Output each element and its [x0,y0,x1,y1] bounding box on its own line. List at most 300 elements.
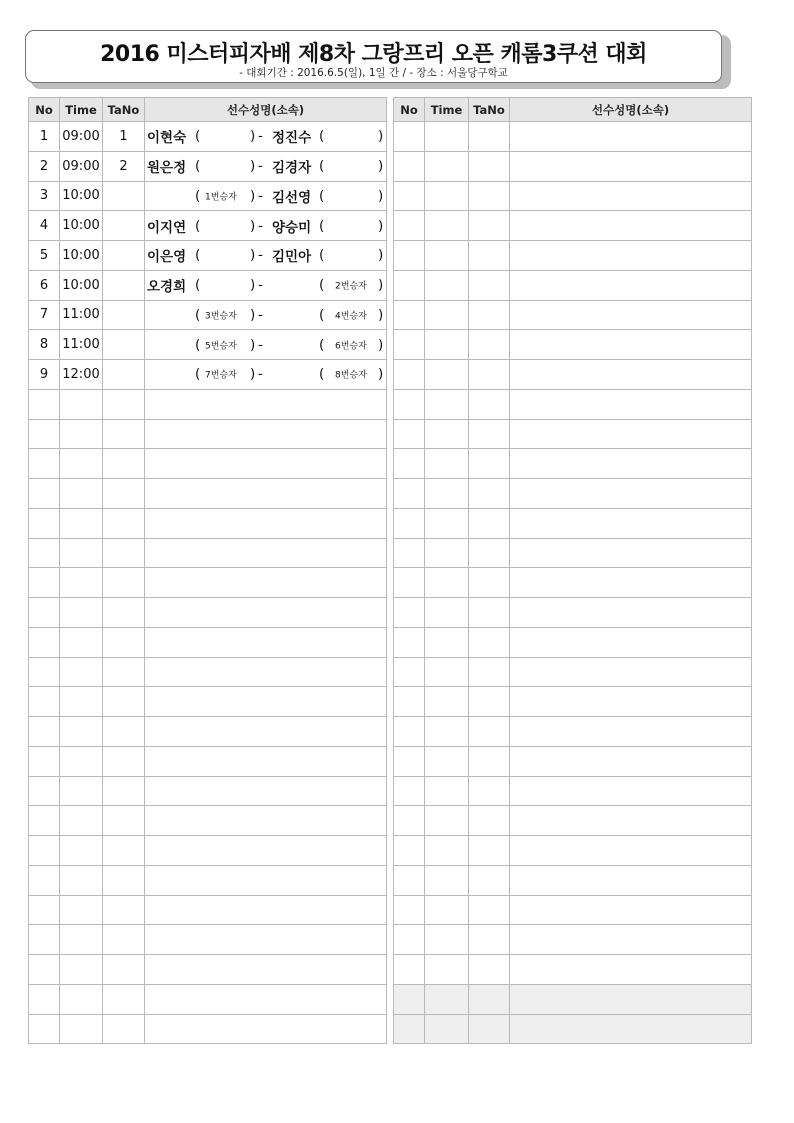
match-no: 4 [29,211,60,241]
player1-affil-close: ) [250,366,256,383]
player1-affil-open: ( [195,306,201,323]
match-players-cell [145,330,387,360]
empty-cell [29,538,60,568]
empty-cell [510,895,752,925]
empty-cell [510,181,752,211]
empty-cell [29,806,60,836]
table-row [394,895,752,925]
empty-cell [394,895,425,925]
empty-cell [103,419,145,449]
empty-cell [394,270,425,300]
empty-cell [510,449,752,479]
empty-cell [425,776,469,806]
page-subtitle: - 대회기간 : 2016.6.5(일), 1일 간 / - 장소 : 서울당구학교 [239,67,508,79]
empty-cell [469,687,510,717]
empty-cell [29,717,60,747]
empty-cell [510,508,752,538]
player2-winner-ref: 2번승자 [335,281,367,292]
table-row [29,1014,387,1044]
empty-cell [145,776,387,806]
player1-affil-close: ) [250,217,256,234]
empty-cell [103,836,145,866]
empty-cell [510,687,752,717]
empty-cell [60,806,103,836]
empty-cell [469,925,510,955]
empty-cell [510,300,752,330]
empty-cell [425,955,469,985]
empty-cell [510,598,752,628]
empty-cell [29,865,60,895]
table-row [394,479,752,509]
table-row [29,746,387,776]
empty-cell [60,508,103,538]
empty-cell [510,984,752,1014]
empty-cell [425,746,469,776]
empty-cell [510,241,752,271]
player2-affil-close: ) [378,217,384,234]
vs-dash: - [258,306,263,323]
table-row [29,895,387,925]
empty-cell [103,806,145,836]
empty-cell [425,122,469,152]
match-players-cell [145,300,387,330]
empty-cell [394,568,425,598]
empty-cell [394,627,425,657]
empty-cell [394,836,425,866]
match-no: 2 [29,151,60,181]
player2-affil-close: ) [378,366,384,383]
empty-cell [394,984,425,1014]
match-table-no [103,360,145,390]
table-row [29,151,387,181]
empty-cell [510,151,752,181]
empty-cell [103,479,145,509]
empty-cell [103,746,145,776]
empty-cell [425,151,469,181]
table-row [29,300,387,330]
empty-cell [145,925,387,955]
table-row [394,508,752,538]
empty-cell [469,360,510,390]
empty-cell [60,479,103,509]
empty-cell [510,122,752,152]
match-time: 12:00 [60,360,103,390]
table-row [29,419,387,449]
player1-winner-ref: 7번승자 [205,370,237,381]
empty-cell [103,449,145,479]
empty-cell [469,300,510,330]
player1-affil-close: ) [250,306,256,323]
empty-cell [394,479,425,509]
empty-cell [425,181,469,211]
table-row [29,479,387,509]
empty-cell [469,865,510,895]
empty-cell [425,568,469,598]
player2-winner-ref: 8번승자 [335,370,367,381]
empty-cell [103,598,145,628]
empty-cell [469,717,510,747]
empty-cell [103,865,145,895]
empty-cell [469,181,510,211]
player2-name: 정진수 [272,130,312,147]
match-table-no [103,241,145,271]
empty-cell [469,419,510,449]
match-time: 10:00 [60,241,103,271]
empty-cell [510,479,752,509]
table-row [394,865,752,895]
empty-cell [29,508,60,538]
table-row [394,300,752,330]
empty-cell [29,657,60,687]
empty-cell [469,1014,510,1044]
player1-affil-close: ) [250,128,256,145]
empty-cell [425,925,469,955]
player1-affil-open: ( [195,366,201,383]
match-time: 10:00 [60,181,103,211]
match-players-cell [145,151,387,181]
table-row [29,865,387,895]
empty-cell [469,895,510,925]
player2-affil-open: ( [319,217,325,234]
match-players-cell [145,241,387,271]
player2-affil-close: ) [378,306,384,323]
empty-cell [60,984,103,1014]
empty-cell [469,270,510,300]
empty-cell [145,598,387,628]
match-time: 09:00 [60,151,103,181]
title-box [25,30,722,83]
empty-cell [469,776,510,806]
empty-cell [145,806,387,836]
table-row [29,984,387,1014]
table-row [394,746,752,776]
empty-cell [425,836,469,866]
empty-cell [60,925,103,955]
empty-cell [510,419,752,449]
table-row [394,598,752,628]
match-time: 10:00 [60,211,103,241]
empty-cell [145,508,387,538]
player2-winner-ref: 4번승자 [335,311,367,322]
empty-cell [510,865,752,895]
empty-cell [394,955,425,985]
empty-cell [103,776,145,806]
empty-cell [469,330,510,360]
empty-cell [60,449,103,479]
empty-cell [425,627,469,657]
vs-dash: - [258,187,263,204]
player1-affil-open: ( [195,277,201,294]
table-row [29,925,387,955]
empty-cell [394,806,425,836]
empty-cell [103,717,145,747]
table-row [394,687,752,717]
empty-cell [145,538,387,568]
empty-cell [469,955,510,985]
empty-cell [425,270,469,300]
empty-cell [510,389,752,419]
player2-name: 양승미 [272,219,312,236]
empty-cell [425,717,469,747]
empty-cell [425,895,469,925]
player2-affil-close: ) [378,277,384,294]
match-table-no [103,330,145,360]
match-players-cell [145,122,387,152]
table-row [394,984,752,1014]
table-row [394,241,752,271]
empty-cell [510,836,752,866]
empty-cell [145,955,387,985]
table-row [29,241,387,271]
empty-cell [510,925,752,955]
empty-cell [425,211,469,241]
empty-cell [469,657,510,687]
empty-cell [103,627,145,657]
table-row [29,360,387,390]
empty-cell [60,746,103,776]
table-row [394,270,752,300]
table-row [394,776,752,806]
header-players: 선수성명(소속) [510,98,752,122]
player1-affil-close: ) [250,247,256,264]
empty-cell [60,955,103,985]
empty-cell [103,538,145,568]
match-table-no [103,270,145,300]
match-players-cell [145,270,387,300]
empty-cell [469,241,510,271]
empty-cell [29,687,60,717]
table-row [394,806,752,836]
empty-cell [394,865,425,895]
empty-cell [510,360,752,390]
empty-cell [60,895,103,925]
player1-winner-ref: 5번승자 [205,341,237,352]
table-header-row [29,98,387,122]
empty-cell [425,508,469,538]
match-table-no [103,300,145,330]
table-row [394,122,752,152]
empty-cell [29,419,60,449]
empty-cell [29,568,60,598]
vs-dash: - [258,128,263,145]
table-row [394,389,752,419]
table-row [29,508,387,538]
player2-affil-close: ) [378,158,384,175]
match-time: 10:00 [60,270,103,300]
match-time: 09:00 [60,122,103,152]
empty-cell [145,746,387,776]
table-row [394,449,752,479]
header-time: Time [425,98,469,122]
empty-cell [425,241,469,271]
empty-cell [29,984,60,1014]
empty-cell [394,151,425,181]
empty-cell [60,598,103,628]
player2-winner-ref: 6번승자 [335,341,367,352]
player2-affil-close: ) [378,336,384,353]
player2-affil-close: ) [378,128,384,145]
table-row [394,181,752,211]
empty-cell [510,270,752,300]
table-row [394,627,752,657]
empty-cell [103,508,145,538]
vs-dash: - [258,277,263,294]
empty-cell [469,122,510,152]
player1-name: 오경희 [147,279,187,296]
player1-affil-close: ) [250,277,256,294]
empty-cell [394,1014,425,1044]
empty-cell [394,211,425,241]
empty-cell [103,568,145,598]
player1-name: 이지연 [147,219,187,236]
empty-cell [510,330,752,360]
player2-affil-open: ( [319,187,325,204]
player2-affil-open: ( [319,158,325,175]
empty-cell [145,419,387,449]
empty-cell [469,538,510,568]
schedule-table-left-body [29,122,387,1044]
table-row [29,806,387,836]
empty-cell [145,836,387,866]
empty-cell [469,836,510,866]
table-row [394,955,752,985]
empty-cell [103,984,145,1014]
empty-cell [394,687,425,717]
empty-cell [469,211,510,241]
empty-cell [510,568,752,598]
vs-dash: - [258,217,263,234]
empty-cell [145,479,387,509]
table-row [29,270,387,300]
schedule-table-right-body [394,122,752,1044]
empty-cell [425,1014,469,1044]
player1-winner-ref: 1번승자 [205,192,237,203]
table-row [394,836,752,866]
empty-cell [394,330,425,360]
table-row [394,657,752,687]
empty-cell [510,538,752,568]
empty-cell [60,717,103,747]
match-no: 5 [29,241,60,271]
player1-affil-open: ( [195,187,201,204]
player1-affil-open: ( [195,247,201,264]
table-row [29,181,387,211]
empty-cell [469,598,510,628]
empty-cell [469,479,510,509]
table-row [29,657,387,687]
empty-cell [425,657,469,687]
empty-cell [29,746,60,776]
empty-cell [60,419,103,449]
table-row [29,122,387,152]
empty-cell [469,508,510,538]
empty-cell [394,419,425,449]
empty-cell [145,865,387,895]
player1-affil-open: ( [195,158,201,175]
empty-cell [29,836,60,866]
empty-cell [469,568,510,598]
empty-cell [510,955,752,985]
empty-cell [469,746,510,776]
empty-cell [145,687,387,717]
player2-name: 김민아 [272,249,312,266]
table-row [29,687,387,717]
player1-name: 이현숙 [147,130,187,147]
match-no: 9 [29,360,60,390]
match-table-no: 2 [103,151,145,181]
empty-cell [394,657,425,687]
player1-affil-close: ) [250,158,256,175]
empty-cell [510,776,752,806]
empty-cell [29,776,60,806]
empty-cell [60,657,103,687]
player1-winner-ref: 3번승자 [205,311,237,322]
empty-cell [145,717,387,747]
schedule-table-right [393,97,752,1044]
empty-cell [394,925,425,955]
empty-cell [425,687,469,717]
empty-cell [469,806,510,836]
player1-affil-open: ( [195,128,201,145]
player2-affil-open: ( [319,128,325,145]
table-row [29,211,387,241]
header-time: Time [60,98,103,122]
empty-cell [425,806,469,836]
empty-cell [394,449,425,479]
empty-cell [29,1014,60,1044]
player1-affil-open: ( [195,217,201,234]
empty-cell [60,568,103,598]
empty-cell [145,895,387,925]
match-time: 11:00 [60,330,103,360]
table-row [29,717,387,747]
empty-cell [145,389,387,419]
empty-cell [394,241,425,271]
player1-affil-close: ) [250,187,256,204]
empty-cell [29,895,60,925]
empty-cell [425,330,469,360]
empty-cell [145,1014,387,1044]
empty-cell [394,717,425,747]
empty-cell [29,955,60,985]
table-header-row [394,98,752,122]
match-players-cell [145,360,387,390]
empty-cell [469,984,510,1014]
player2-name: 김선영 [272,189,312,206]
vs-dash: - [258,366,263,383]
header-tano: TaNo [103,98,145,122]
empty-cell [103,1014,145,1044]
table-row [394,330,752,360]
empty-cell [394,508,425,538]
empty-cell [145,657,387,687]
empty-cell [29,389,60,419]
table-row [29,627,387,657]
empty-cell [145,984,387,1014]
match-time: 11:00 [60,300,103,330]
empty-cell [510,627,752,657]
table-row [394,419,752,449]
match-table-no [103,181,145,211]
match-players-cell [145,211,387,241]
table-row [29,776,387,806]
empty-cell [103,657,145,687]
empty-cell [394,776,425,806]
player1-name: 원은정 [147,160,187,177]
empty-cell [425,419,469,449]
header-no: No [29,98,60,122]
empty-cell [60,776,103,806]
